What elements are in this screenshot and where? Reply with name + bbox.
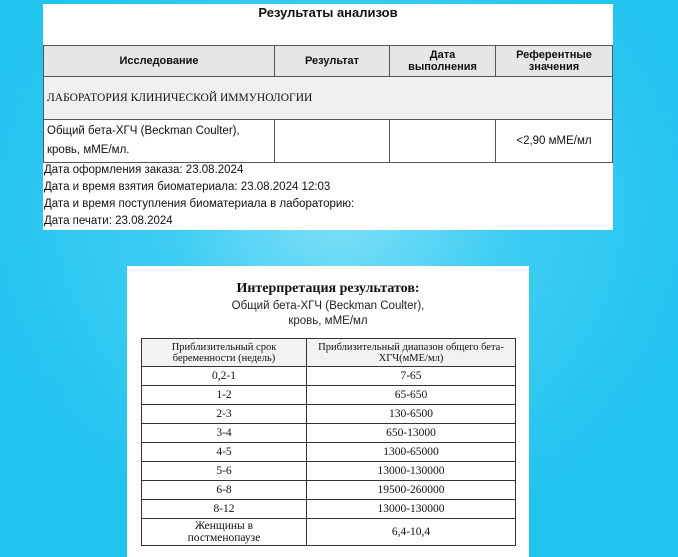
term-cell: 1-2 (142, 386, 307, 405)
interpretation-table (141, 338, 516, 546)
sample-taken-date: Дата и время взятия биоматериала: 23.08.2024 12:03 (44, 181, 331, 193)
term-cell: 6-8 (142, 481, 307, 500)
range-cell: 13000-130000 (307, 462, 516, 481)
reference-cell: <2,90 мМЕ/мл (496, 120, 613, 163)
range-cell: 1300-65000 (307, 443, 516, 462)
results-table (43, 45, 613, 163)
header-range: Приблизительный диапазон общего бета-ХГЧ(мМЕ/мл) (307, 339, 516, 367)
interpretation-subtitle-line2: кровь, мМЕ/мл (288, 315, 368, 327)
term-cell: 0,2-1 (142, 367, 307, 386)
term-line2: постменопаузе (187, 532, 261, 544)
term-cell (142, 519, 307, 546)
table-row (142, 443, 516, 462)
header-reference: Референтные значения (496, 46, 613, 77)
result-cell (275, 120, 390, 163)
interpretation-card (127, 266, 529, 557)
range-cell: 13000-130000 (307, 500, 516, 519)
table-row (142, 481, 516, 500)
order-date: Дата оформления заказа: 23.08.2024 (44, 164, 244, 176)
range-cell: 130-6500 (307, 405, 516, 424)
table-row (142, 500, 516, 519)
term-line1: Женщины в (194, 520, 254, 532)
term-cell: 2-3 (142, 405, 307, 424)
header-date: Дата выполнения (390, 46, 496, 77)
interpretation-header-row (142, 339, 516, 367)
range-cell: 650-13000 (307, 424, 516, 443)
date-cell (390, 120, 496, 163)
test-name-line2: кровь, мМЕ/мл. (47, 144, 130, 156)
range-cell: 6,4-10,4 (307, 519, 516, 546)
section-label: ЛАБОРАТОРИЯ КЛИНИЧЕСКОЙ ИММУНОЛОГИИ (44, 77, 613, 120)
table-row (142, 462, 516, 481)
results-title: Результаты анализов (258, 5, 398, 20)
table-row (142, 519, 516, 546)
interpretation-subtitle (127, 299, 529, 329)
range-cell: 19500-260000 (307, 481, 516, 500)
results-header-row (44, 46, 613, 77)
header-result: Результат (275, 46, 390, 77)
table-row (142, 367, 516, 386)
interpretation-body (142, 367, 516, 546)
header-term: Приблизительный срок беременности (недель) (142, 339, 307, 367)
order-meta (44, 162, 354, 230)
term-cell: 8-12 (142, 500, 307, 519)
interpretation-subtitle-line1: Общий бета-ХГЧ (Beckman Coulter), (231, 300, 425, 312)
table-row (142, 405, 516, 424)
test-name-line1: Общий бета-ХГЧ (Beckman Coulter), (47, 125, 240, 137)
header-test: Исследование (44, 46, 275, 77)
term-cell: 5-6 (142, 462, 307, 481)
sample-received-date: Дата и время поступления биоматериала в лабораторию: (44, 198, 355, 210)
print-date: Дата печати: 23.08.2024 (44, 215, 173, 227)
table-row (44, 120, 613, 163)
table-row (142, 424, 516, 443)
range-cell: 7-65 (307, 367, 516, 386)
section-row (44, 77, 613, 120)
term-cell: 3-4 (142, 424, 307, 443)
results-card (43, 4, 613, 230)
interpretation-title: Интерпретация результатов: (236, 281, 420, 296)
term-cell: 4-5 (142, 443, 307, 462)
test-name-cell (44, 120, 275, 163)
range-cell: 65-650 (307, 386, 516, 405)
table-row (142, 386, 516, 405)
